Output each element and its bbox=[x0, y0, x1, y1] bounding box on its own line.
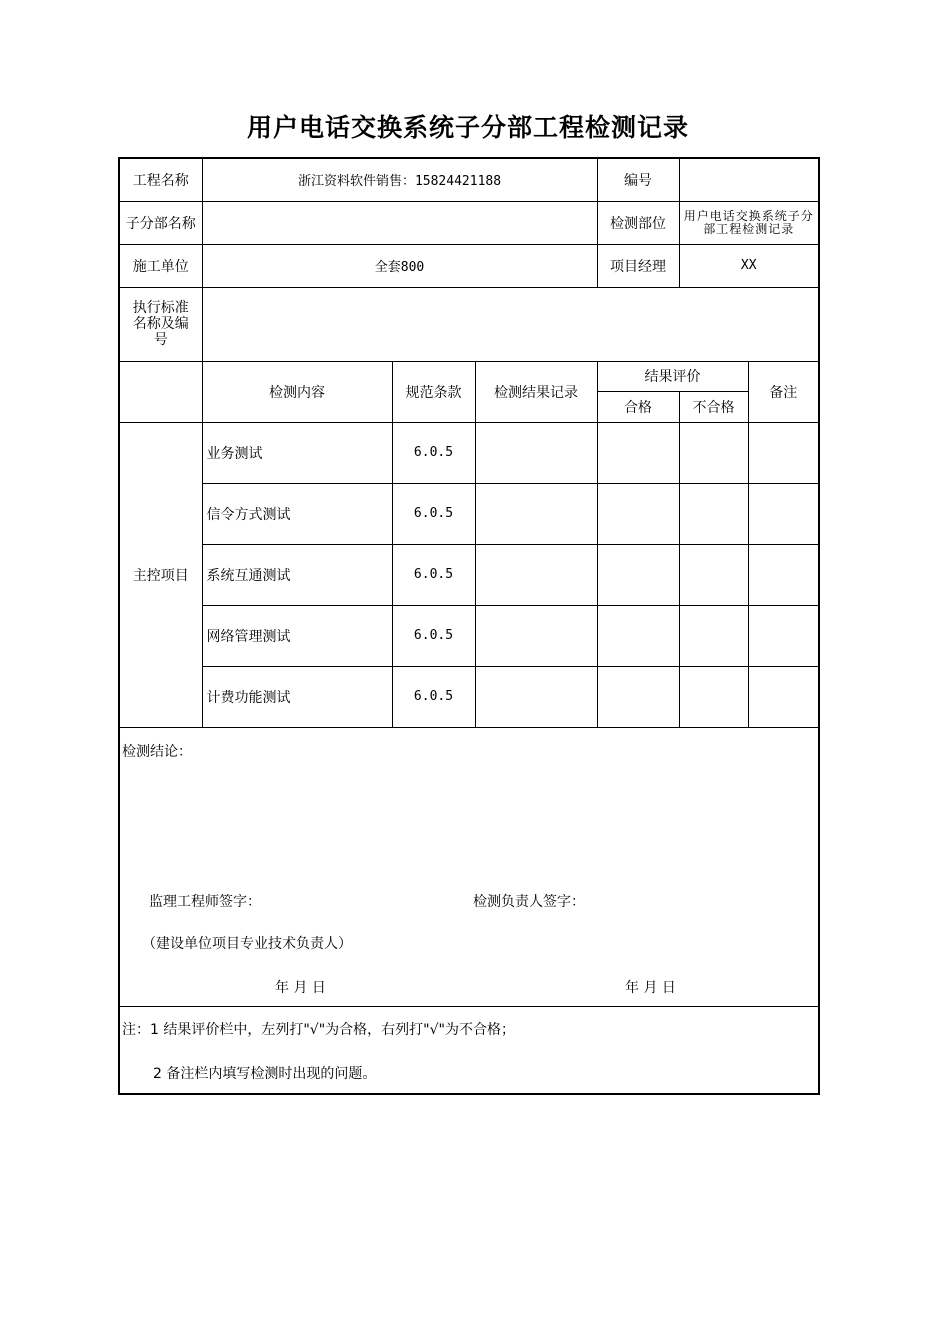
row-contractor bbox=[119, 244, 819, 287]
conclusion-section bbox=[119, 727, 819, 1006]
inspection-record-table bbox=[118, 157, 820, 1095]
subsection-value bbox=[202, 201, 597, 244]
code-value bbox=[679, 158, 819, 201]
row-project-name bbox=[119, 158, 819, 201]
item-record[interactable] bbox=[475, 605, 597, 666]
item-fail[interactable] bbox=[679, 666, 748, 727]
item-content: 网络管理测试 bbox=[202, 605, 392, 666]
item-record[interactable] bbox=[475, 544, 597, 605]
item-clause: 6.0.5 bbox=[392, 422, 475, 483]
table-row bbox=[119, 666, 819, 727]
row-subsection bbox=[119, 201, 819, 244]
inspector-sign-label: 检测负责人签字： bbox=[473, 893, 585, 910]
item-clause: 6.0.5 bbox=[392, 666, 475, 727]
col-pass-header: 合格 bbox=[597, 391, 679, 422]
col-fail-header: 不合格 bbox=[679, 391, 748, 422]
item-pass[interactable] bbox=[597, 544, 679, 605]
item-pass[interactable] bbox=[597, 605, 679, 666]
item-fail[interactable] bbox=[679, 483, 748, 544]
project-name-value: 浙江资料软件销售：15824421188 bbox=[202, 158, 597, 201]
item-fail[interactable] bbox=[679, 605, 748, 666]
item-content: 业务测试 bbox=[202, 422, 392, 483]
table-row bbox=[119, 605, 819, 666]
date-right: 年 月 日 bbox=[625, 979, 676, 996]
item-clause: 6.0.5 bbox=[392, 605, 475, 666]
item-fail[interactable] bbox=[679, 544, 748, 605]
row-conclusion bbox=[119, 727, 819, 1006]
page-title: 用户电话交换系统子分部工程检测记录 bbox=[246, 113, 689, 142]
item-record[interactable] bbox=[475, 483, 597, 544]
note-line-1: 注：1 结果评价栏中，左列打"√"为合格，右列打"√"为不合格； bbox=[122, 1021, 515, 1038]
item-pass[interactable] bbox=[597, 483, 679, 544]
inspect-part-label: 检测部位 bbox=[597, 201, 679, 244]
item-pass[interactable] bbox=[597, 422, 679, 483]
item-clause: 6.0.5 bbox=[392, 544, 475, 605]
owner-note: （建设单位项目专业技术负责人） bbox=[142, 935, 352, 952]
item-remark[interactable] bbox=[748, 544, 819, 605]
item-content: 信令方式测试 bbox=[202, 483, 392, 544]
inspect-part-value: 用户电话交换系统子分部工程检测记录 bbox=[679, 201, 819, 244]
col-record-header: 检测结果记录 bbox=[475, 361, 597, 422]
code-label: 编号 bbox=[597, 158, 679, 201]
table-row bbox=[119, 544, 819, 605]
note-line-2: 2 备注栏内填写检测时出现的问题。 bbox=[153, 1065, 377, 1082]
main-control-label: 主控项目 bbox=[119, 422, 202, 727]
col-content-header: 检测内容 bbox=[202, 361, 392, 422]
manager-label: 项目经理 bbox=[597, 244, 679, 287]
notes-section bbox=[119, 1006, 819, 1094]
date-left: 年 月 日 bbox=[275, 979, 326, 996]
item-record[interactable] bbox=[475, 666, 597, 727]
item-remark[interactable] bbox=[748, 483, 819, 544]
item-content: 计费功能测试 bbox=[202, 666, 392, 727]
row-column-headers bbox=[119, 361, 819, 391]
item-remark[interactable] bbox=[748, 666, 819, 727]
standard-label: 执行标准名称及编号 bbox=[119, 287, 202, 361]
item-clause: 6.0.5 bbox=[392, 483, 475, 544]
conclusion-label: 检测结论： bbox=[122, 743, 192, 760]
contractor-value: 全套800 bbox=[202, 244, 597, 287]
subsection-label: 子分部名称 bbox=[119, 201, 202, 244]
project-name-label: 工程名称 bbox=[119, 158, 202, 201]
table-row bbox=[119, 483, 819, 544]
col-evaluation-header: 结果评价 bbox=[597, 361, 748, 391]
item-record[interactable] bbox=[475, 422, 597, 483]
standard-value bbox=[202, 287, 819, 361]
manager-value: XX bbox=[679, 244, 819, 287]
contractor-label: 施工单位 bbox=[119, 244, 202, 287]
row-notes bbox=[119, 1006, 819, 1094]
col-clause-header: 规范条款 bbox=[392, 361, 475, 422]
col-remark-header: 备注 bbox=[748, 361, 819, 422]
row-standard bbox=[119, 287, 819, 361]
item-remark[interactable] bbox=[748, 422, 819, 483]
item-fail[interactable] bbox=[679, 422, 748, 483]
supervisor-sign-label: 监理工程师签字： bbox=[149, 893, 261, 910]
item-pass[interactable] bbox=[597, 666, 679, 727]
item-remark[interactable] bbox=[748, 605, 819, 666]
item-content: 系统互通测试 bbox=[202, 544, 392, 605]
table-row bbox=[119, 422, 819, 483]
blank-header-cell bbox=[119, 361, 202, 422]
